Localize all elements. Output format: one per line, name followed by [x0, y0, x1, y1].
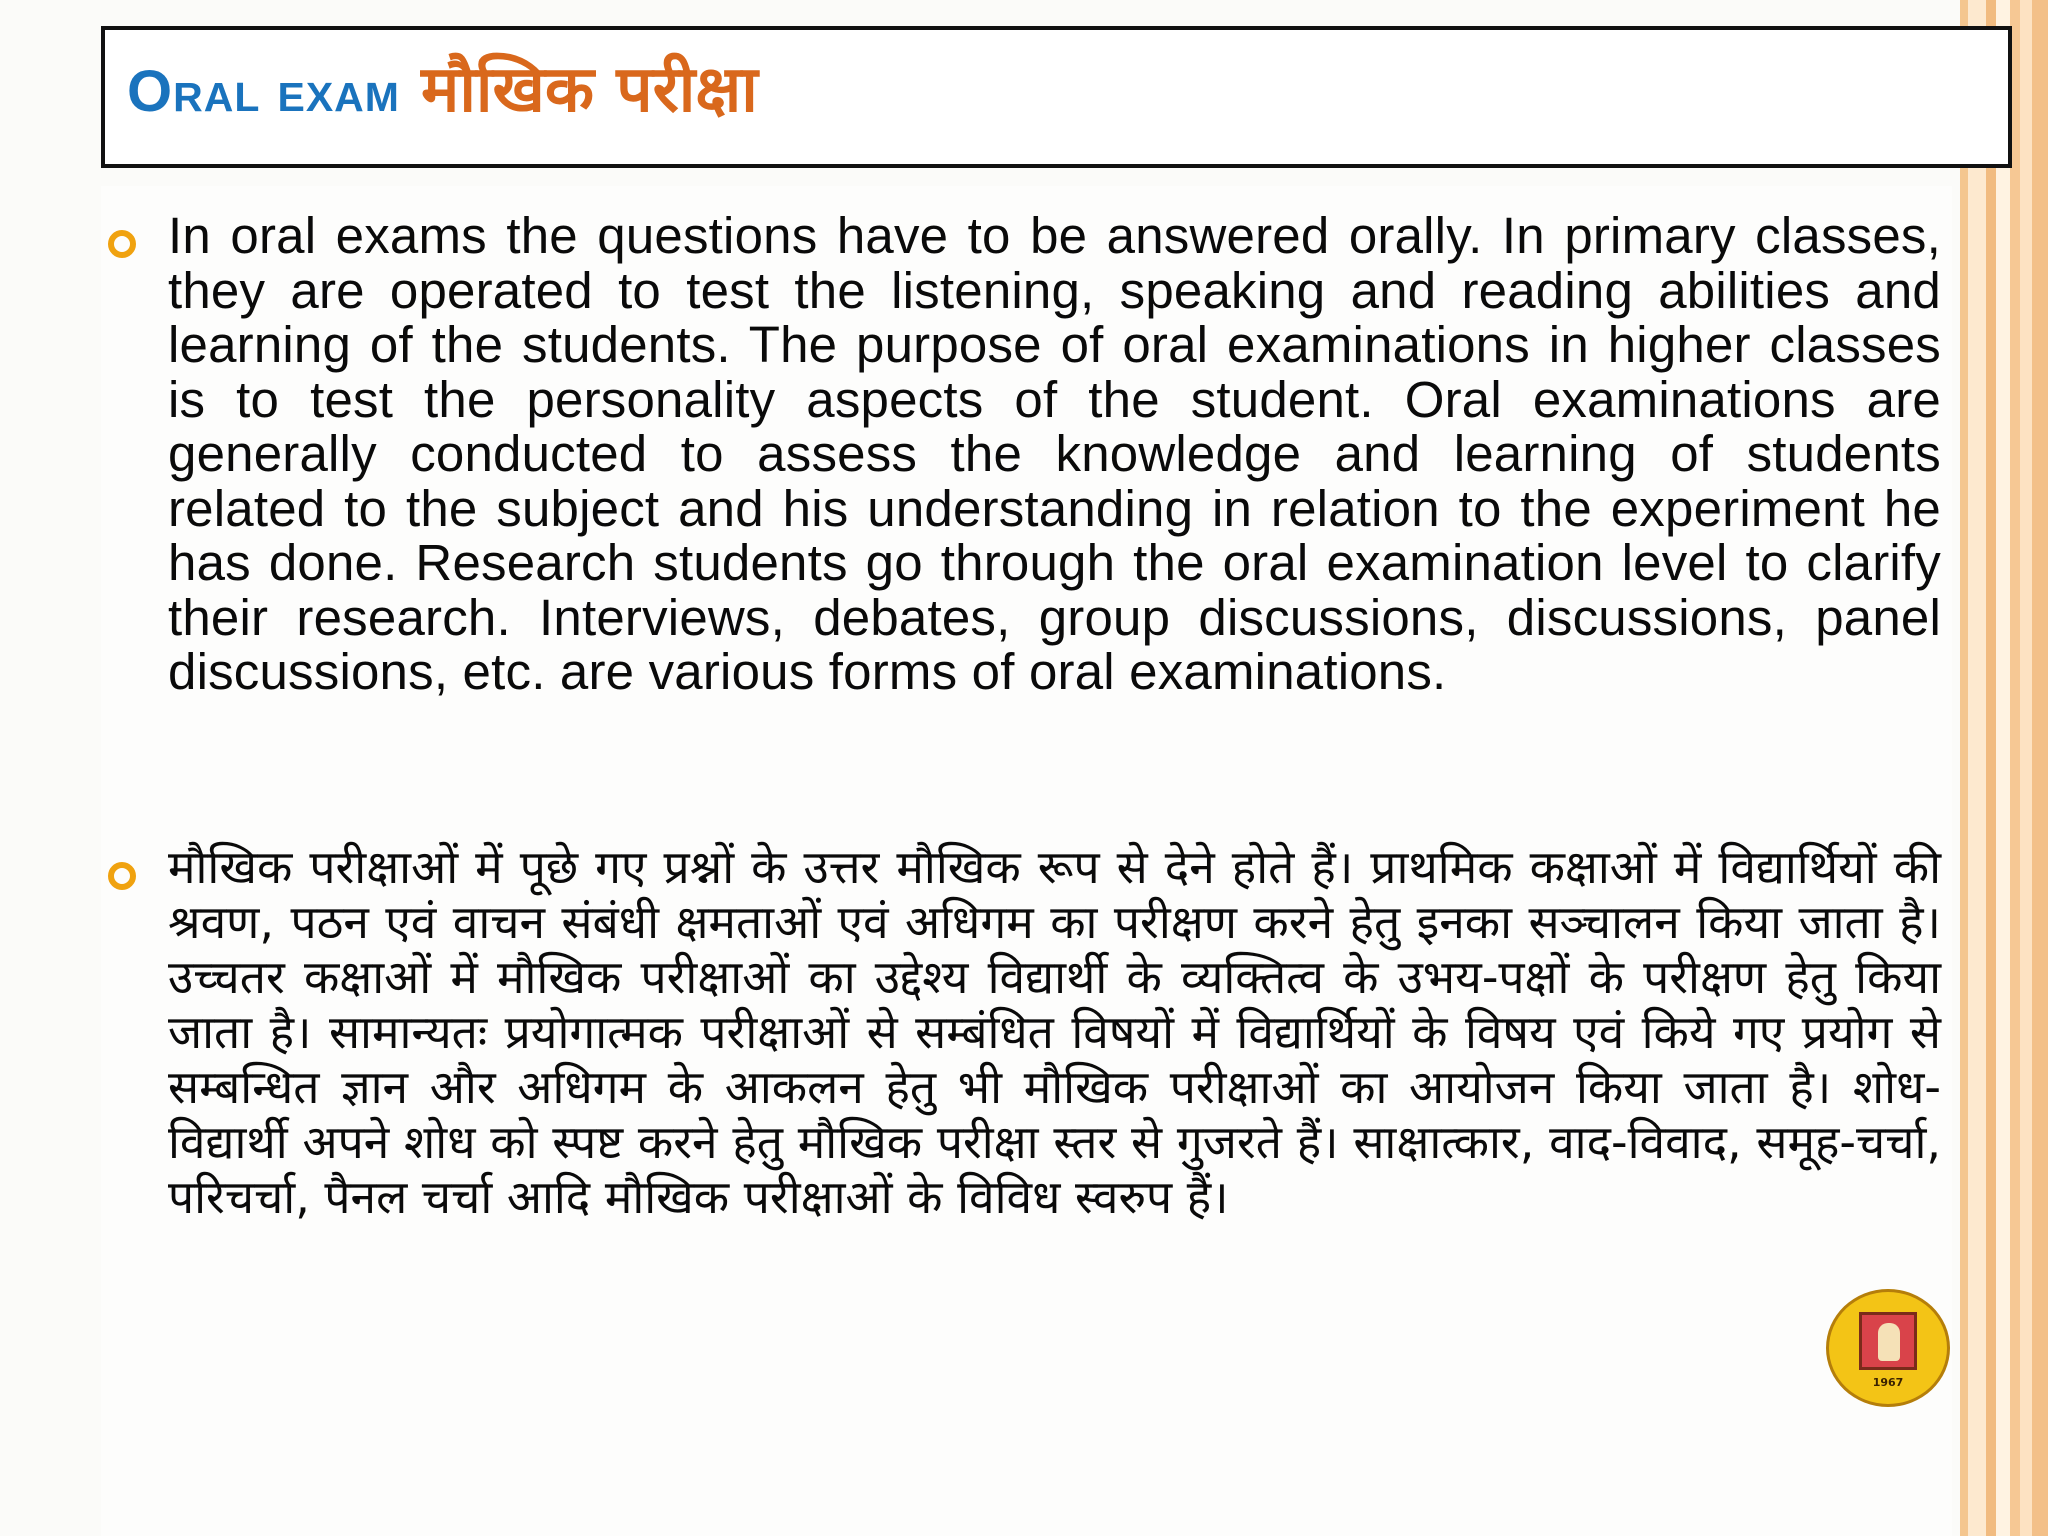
bullet-icon [108, 230, 136, 258]
paragraph-hindi: मौखिक परीक्षाओं में पूछे गए प्रश्नों के उत्तर मौखिक रूप से देने होते हैं। प्राथमिक कक्षाओं में विद्यार्थियों की श्रवण, पठन एवं वाचन संबंधी क्षमताओं एवं अधिगम का परीक्षण करने हेतु इनका सञ्चालन किया जाता है। उच्चतर कक्षाओं में मौखिक परीक्षाओं का उद्देश्य विद्यार्थी के व्यक्तित्व के उभय-पक्षों के परीक्षण हेतु किया जाता है। सामान्यतः प्रयोगात्मक परीक्षाओं से सम्बंधित विषयों में विद्यार्थियों के विषय एवं किये गए प्रयोग से सम्बन्धित ज्ञान और अधिगम के आकलन हेतु भी मौखिक परीक्षाओं का आयोजन किया जाता है। शोध-विद्यार्थी अपने शोध को स्पष्ट करने हेतु मौखिक परीक्षा स्तर से गुजरते हैं। साक्षात्कार, वाद-विवाद, समूह-चर्चा, परिचर्चा, पैनल चर्चा आदि मौखिक परीक्षाओं के विविध स्वरुप हैं। [168, 840, 1941, 1224]
slide-title [127, 53, 758, 127]
seal-figure-icon [1878, 1323, 1900, 1361]
title-box [101, 26, 2012, 168]
title-hindi: मौखिक परीक्षा [421, 53, 758, 127]
university-seal-logo [1826, 1289, 1950, 1407]
title-english: Oral exam [127, 59, 400, 124]
paragraph-english: In oral exams the questions have to be answered orally. In primary classes, they are operated to test the listening, speaking and reading abilities and learning of the students. The purpose of oral examinations in higher classes is to test the personality aspects of the student. Oral examinations are generally conducted to assess the knowledge and learning of students related to the subject and his understanding in relation to the experiment he has done. Research students go through the oral examination level to clarify their research. Interviews, debates, group discussions, discussions, panel discussions, etc. are various forms of oral examinations. [168, 207, 1941, 700]
decorative-side-stripes [1952, 0, 2048, 1536]
seal-year: 1967 [1872, 1376, 1904, 1389]
bullet-icon [108, 862, 136, 890]
seal-emblem [1859, 1312, 1917, 1370]
